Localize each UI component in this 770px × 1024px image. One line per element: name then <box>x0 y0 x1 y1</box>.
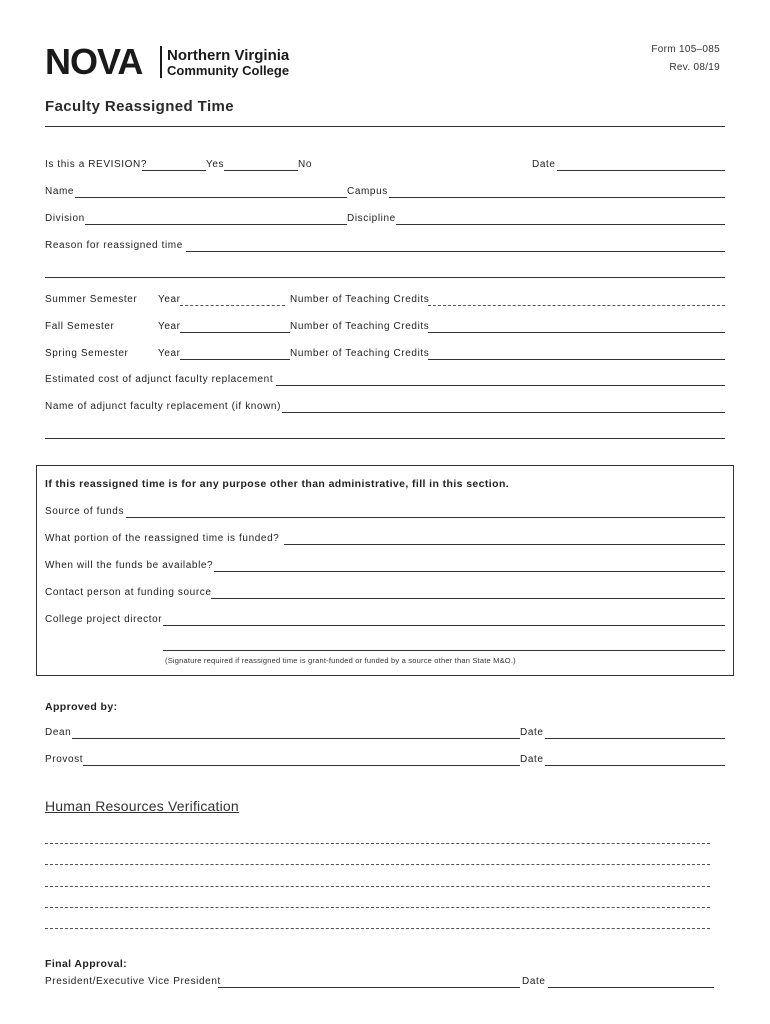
form-revision: Rev. 08/19 <box>669 62 720 73</box>
dean-date-field[interactable] <box>545 738 725 739</box>
provost-date-label: Date <box>520 754 544 765</box>
funded-portion-label: What portion of the reassigned time is funded? <box>45 533 280 544</box>
division-field[interactable] <box>85 224 347 225</box>
hr-verification-line-2[interactable] <box>45 864 710 865</box>
revision-no-field[interactable] <box>224 170 298 171</box>
page-title: Faculty Reassigned Time <box>45 98 234 115</box>
president-signature-field[interactable] <box>218 987 520 988</box>
nova-logo-wordmark: NOVA <box>45 41 143 82</box>
hr-verification-heading: Human Resources Verification <box>45 798 239 814</box>
reason-field[interactable] <box>186 251 725 252</box>
spring-year-label: Year <box>158 348 181 359</box>
reason-label: Reason for reassigned time <box>45 240 183 251</box>
discipline-label: Discipline <box>347 213 396 224</box>
name-label: Name <box>45 186 75 197</box>
reason-field-line-2[interactable] <box>45 277 725 278</box>
hr-verification-line-4[interactable] <box>45 907 710 908</box>
final-approval-heading: Final Approval: <box>45 958 128 970</box>
spring-year-field[interactable] <box>180 359 290 360</box>
fall-year-field[interactable] <box>180 332 290 333</box>
final-date-label: Date <box>522 976 546 987</box>
funded-section-heading: If this reassigned time is for any purpose other than administrative, fill in this section. <box>45 478 510 490</box>
campus-field[interactable] <box>389 197 725 198</box>
provost-signature-field[interactable] <box>83 765 520 766</box>
summer-year-label: Year <box>158 294 181 305</box>
adjunct-name-field[interactable] <box>282 412 725 413</box>
adjunct-cost-label: Estimated cost of adjunct faculty replacement <box>45 374 274 385</box>
hr-verification-line-5[interactable] <box>45 928 710 929</box>
title-divider <box>45 126 725 127</box>
logo-divider <box>160 46 162 78</box>
signature-note: (Signature required if reassigned time is grant-funded or funded by a source other than State M&O.) <box>165 656 516 665</box>
date-label: Date <box>532 159 556 170</box>
contact-person-label: Contact person at funding source <box>45 587 212 598</box>
source-of-funds-field[interactable] <box>126 517 725 518</box>
funds-available-label: When will the funds be available? <box>45 560 214 571</box>
approved-by-heading: Approved by: <box>45 701 118 713</box>
spring-credits-field[interactable] <box>428 359 725 360</box>
no-label: No <box>298 159 312 170</box>
fall-credits-label: Number of Teaching Credits <box>290 321 430 332</box>
project-director-field[interactable] <box>163 625 725 626</box>
logo-line-2: Community College <box>167 63 290 78</box>
spring-credits-label: Number of Teaching Credits <box>290 348 430 359</box>
logo-line-1: Northern Virginia <box>167 47 290 64</box>
summer-year-field[interactable] <box>180 305 285 306</box>
discipline-field[interactable] <box>396 224 725 225</box>
adjunct-cost-field[interactable] <box>276 385 725 386</box>
revision-yes-field[interactable] <box>142 170 206 171</box>
dean-signature-field[interactable] <box>72 738 520 739</box>
spring-semester-label: Spring Semester <box>45 348 129 359</box>
form-number: Form 105–085 <box>651 44 720 55</box>
date-field[interactable] <box>557 170 725 171</box>
project-director-label: College project director <box>45 614 163 625</box>
fall-semester-label: Fall Semester <box>45 321 115 332</box>
funds-available-field[interactable] <box>214 571 725 572</box>
summer-semester-label: Summer Semester <box>45 294 138 305</box>
director-signature-field[interactable] <box>163 650 725 651</box>
adjunct-name-field-line-2[interactable] <box>45 438 725 439</box>
revision-label: Is this a REVISION? <box>45 159 147 170</box>
provost-date-field[interactable] <box>545 765 725 766</box>
dean-label: Dean <box>45 727 72 738</box>
source-of-funds-label: Source of funds <box>45 506 125 517</box>
hr-verification-line-1[interactable] <box>45 843 710 844</box>
fall-year-label: Year <box>158 321 181 332</box>
yes-label: Yes <box>206 159 225 170</box>
dean-date-label: Date <box>520 727 544 738</box>
name-field[interactable] <box>75 197 347 198</box>
provost-label: Provost <box>45 754 84 765</box>
adjunct-name-label: Name of adjunct faculty replacement (if known) <box>45 401 282 412</box>
final-date-field[interactable] <box>548 987 714 988</box>
funded-portion-field[interactable] <box>284 544 725 545</box>
contact-person-field[interactable] <box>211 598 725 599</box>
hr-verification-line-3[interactable] <box>45 886 710 887</box>
president-label: President/Executive Vice President <box>45 976 221 987</box>
campus-label: Campus <box>347 186 388 197</box>
fall-credits-field[interactable] <box>428 332 725 333</box>
summer-credits-label: Number of Teaching Credits <box>290 294 430 305</box>
summer-credits-field[interactable] <box>428 305 725 306</box>
division-label: Division <box>45 213 85 224</box>
